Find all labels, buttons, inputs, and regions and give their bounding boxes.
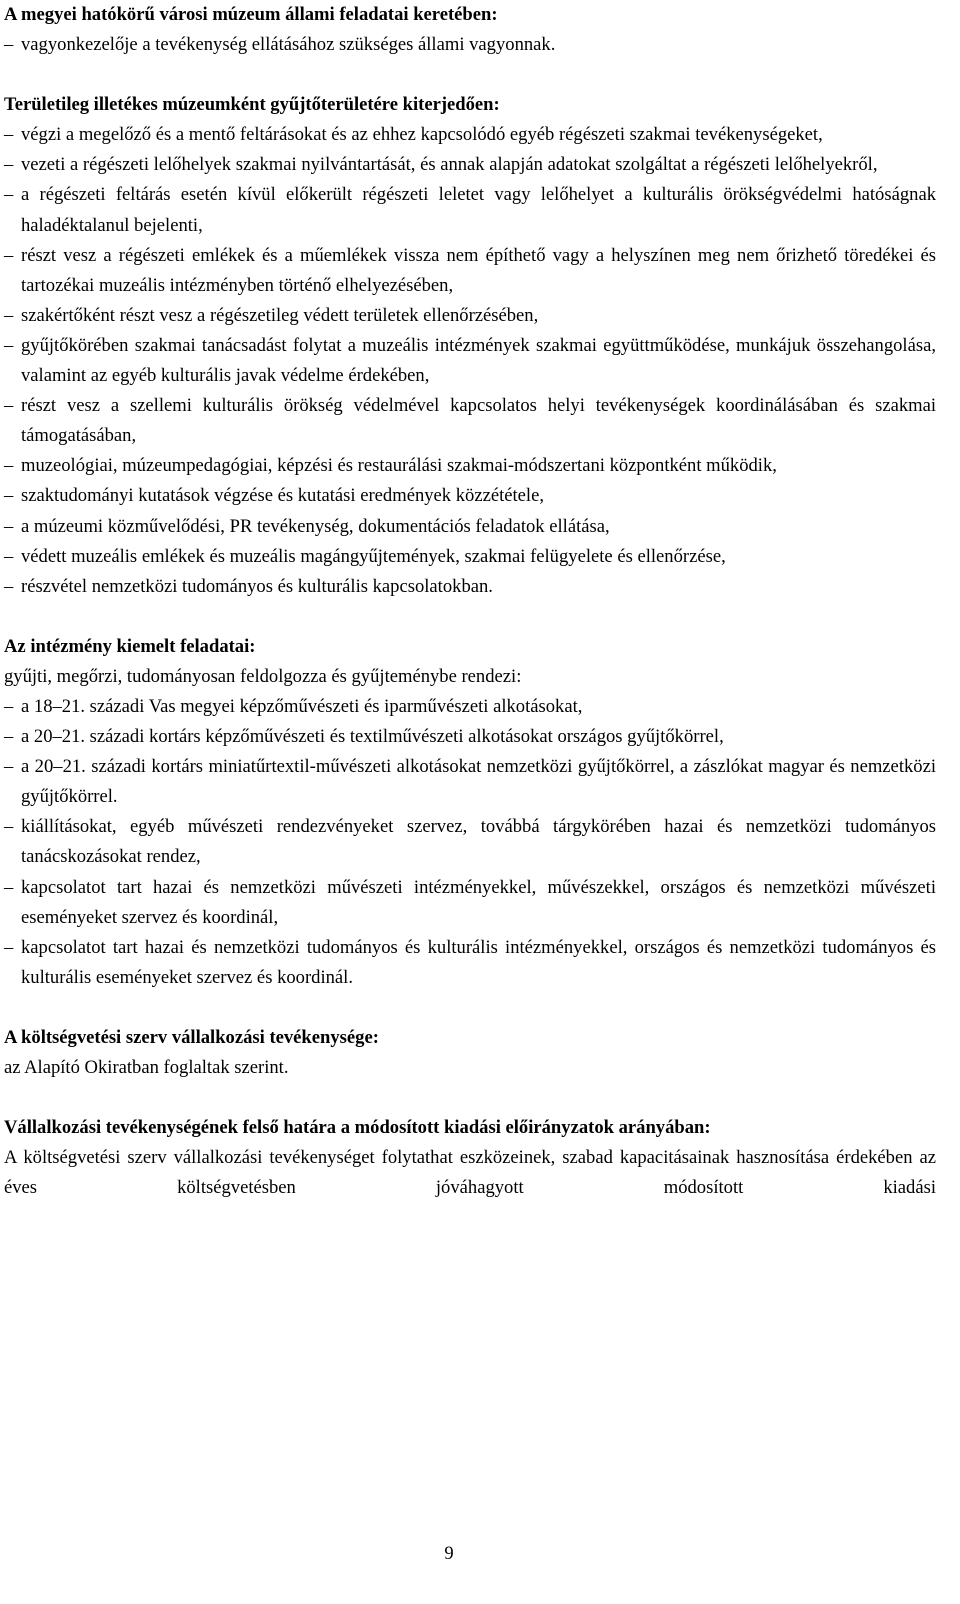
list-item: – muzeológiai, múzeumpedagógiai, képzési és restaurálási szakmai-módszertani központként működik, (4, 451, 936, 481)
list-item: – végzi a megelőző és a mentő feltárásokat és az ehhez kapcsolódó egyéb régészeti szakmai tevékenységeket, (4, 120, 936, 150)
list-item: – vagyonkezelője a tevékenység ellátásához szükséges állami vagyonnak. (4, 30, 936, 60)
section-heading: Területileg illetékes múzeumként gyűjtőterületére kiterjedően: (4, 94, 500, 116)
section-territorial-tasks (4, 90, 936, 602)
list-item: – a 18–21. századi Vas megyei képzőművészeti és iparművészeti alkotásokat, (4, 692, 936, 722)
list-item: – a 20–21. századi kortárs képzőművészeti és textilművészeti alkotásokat országos gyűjtőkörrel, (4, 722, 936, 752)
section-business-limit (4, 1113, 936, 1203)
section-heading: Vállalkozási tevékenységének felső határa a módosított kiadási előirányzatok arányában: (4, 1117, 711, 1139)
list-item: – védett muzeális emlékek és muzeális magángyűjtemények, szakmai felügyelete és ellenőrzése, (4, 542, 936, 572)
section-text: az Alapító Okiratban foglaltak szerint. (4, 1057, 289, 1078)
list-item: – a régészeti feltárás esetén kívül előkerült régészeti leletet vagy lelőhelyet a kulturális örökségvédelmi hatóságnak haladéktalanul bejelenti, (4, 180, 936, 240)
section-heading: Az intézmény kiemelt feladatai: (4, 635, 256, 657)
list-item: – gyűjtőkörében szakmai tanácsadást folytat a muzeális intézmények szakmai együttműködése, munkájuk összehangolása, valamint az egyéb kulturális javak védelme érdekében, (4, 331, 936, 391)
list-item: – kapcsolatot tart hazai és nemzetközi tudományos és kulturális intézményekkel, országos és nemzetközi tudományos és kulturális eseményeket szervez és koordinál. (4, 933, 936, 993)
list-item: – a múzeumi közművelődési, PR tevékenység, dokumentációs feladatok ellátása, (4, 512, 936, 542)
section-key-tasks (4, 632, 936, 993)
section-heading: A megyei hatókörű városi múzeum állami feladatai keretében: (4, 4, 498, 25)
list-item: – szakértőként részt vesz a régészetileg védett területek ellenőrzésében, (4, 301, 936, 331)
list-item: – kiállításokat, egyéb művészeti rendezvényeket szervez, továbbá tárgykörében hazai és nemzetközi tudományos tanácskozásokat rendez, (4, 812, 936, 872)
list-item: – részt vesz a szellemi kulturális örökség védelmével kapcsolatos helyi tevékenységek koordinálásában és szakmai támogatásában, (4, 391, 936, 451)
list-item: – részt vesz a régészeti emlékek és a műemlékek vissza nem építhető vagy a helyszínen meg nem őrizhető töredékei és tartozékai muzeális intézményben történő elhelyezésében, (4, 241, 936, 301)
section-business-activity (4, 1023, 936, 1083)
list-item: – a 20–21. századi kortárs miniatűrtextil-művészeti alkotásokat nemzetközi gyűjtőkörrel, a zászlókat magyar és nemzetközi gyűjtőkörrel. (4, 752, 936, 812)
list-item: – vezeti a régészeti lelőhelyek szakmai nyilvántartását, és annak alapján adatokat szolgáltat a régészeti lelőhelyekről, (4, 150, 936, 180)
list-item: – részvétel nemzetközi tudományos és kulturális kapcsolatokban. (4, 572, 936, 602)
section-state-tasks (4, 0, 936, 60)
list-item: – kapcsolatot tart hazai és nemzetközi művészeti intézményekkel, művészekkel, országos és nemzetközi művészeti eseményeket szervez és koordinál, (4, 873, 936, 933)
page-number: 9 (444, 1543, 454, 1564)
document-page (4, 0, 936, 1203)
section-intro: gyűjti, megőrzi, tudományosan feldolgozza és gyűjteménybe rendezi: (4, 665, 522, 687)
section-heading: A költségvetési szerv vállalkozási tevékenysége: (4, 1026, 379, 1048)
list-item: – szaktudományi kutatások végzése és kutatási eredmények közzététele, (4, 481, 936, 511)
section-text: A költségvetési szerv vállalkozási tevékenységet folytathat eszközeinek, szabad kapacitásainak hasznosítása érdekében az éves költségvetésben jóváhagyott módosított kiadási (4, 1147, 936, 1199)
